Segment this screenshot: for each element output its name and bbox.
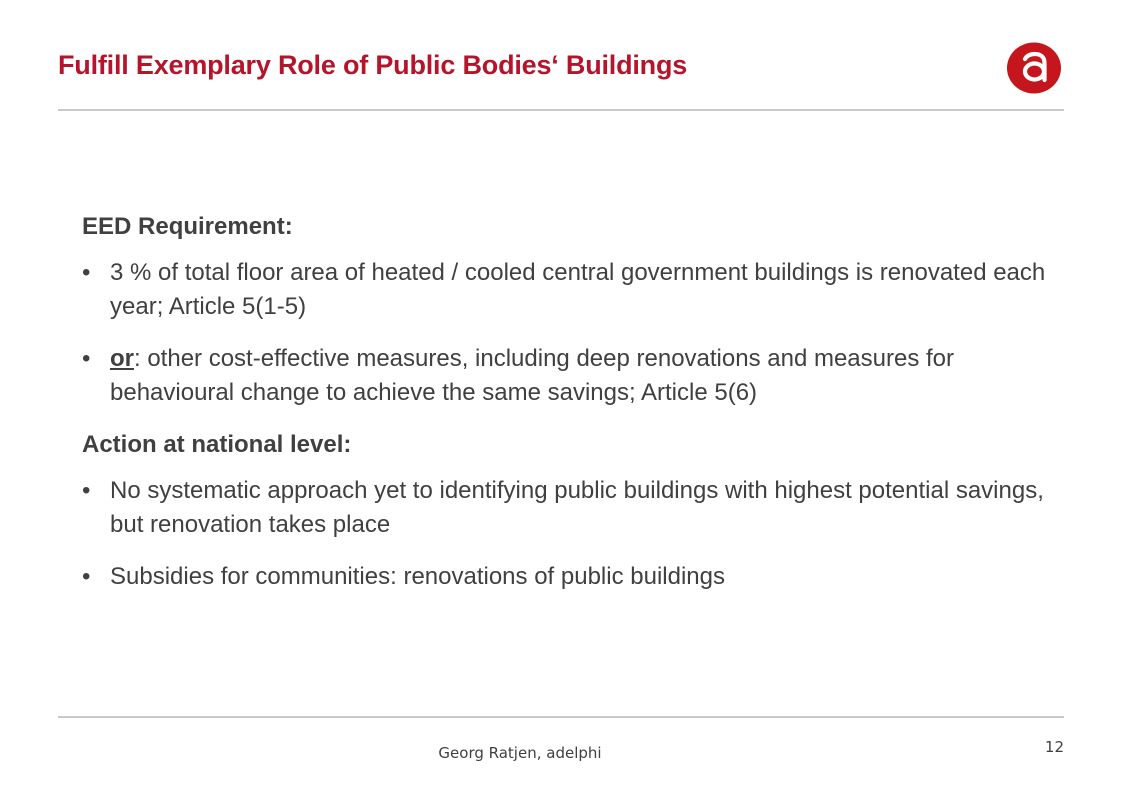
list-item: [82, 256, 1072, 324]
bullet-marker: •: [82, 563, 91, 590]
bullet-text: : other cost-effective measures, including deep renovations and measures for behavioural change to achieve the same savings; Article 5(6): [110, 345, 955, 406]
eed-bullet-list: [82, 256, 1072, 410]
bullet-marker: •: [82, 259, 91, 286]
or-keyword: or: [110, 345, 134, 372]
bullet-marker: •: [82, 477, 91, 504]
slide-title: Fulfill Exemplary Role of Public Bodies‘ Buildings: [58, 50, 688, 80]
bottom-divider: [58, 716, 1064, 718]
list-item: [82, 474, 1072, 542]
heading-eed-requirement: EED Requirement:: [82, 213, 293, 240]
bullet-text: Subsidies for communities: renovations of public buildings: [110, 563, 725, 590]
adelphi-logo-icon: [1006, 42, 1062, 94]
bullet-text: 3 % of total floor area of heated / cooled central government buildings is renovated each year; Article 5(1-5): [110, 259, 1046, 320]
page-number: 12: [1044, 738, 1064, 756]
national-bullet-list: [82, 474, 1072, 594]
bullet-text: No systematic approach yet to identifying public buildings with highest potential savings, but renovation takes place: [110, 477, 1044, 538]
top-divider: [58, 109, 1064, 111]
footer-author: Georg Ratjen, adelphi: [438, 744, 602, 762]
heading-national-action: Action at national level:: [82, 431, 352, 458]
slide-body: [82, 210, 1072, 612]
list-item: [82, 342, 1072, 410]
list-item: [82, 560, 1072, 594]
bullet-marker: •: [82, 345, 91, 372]
